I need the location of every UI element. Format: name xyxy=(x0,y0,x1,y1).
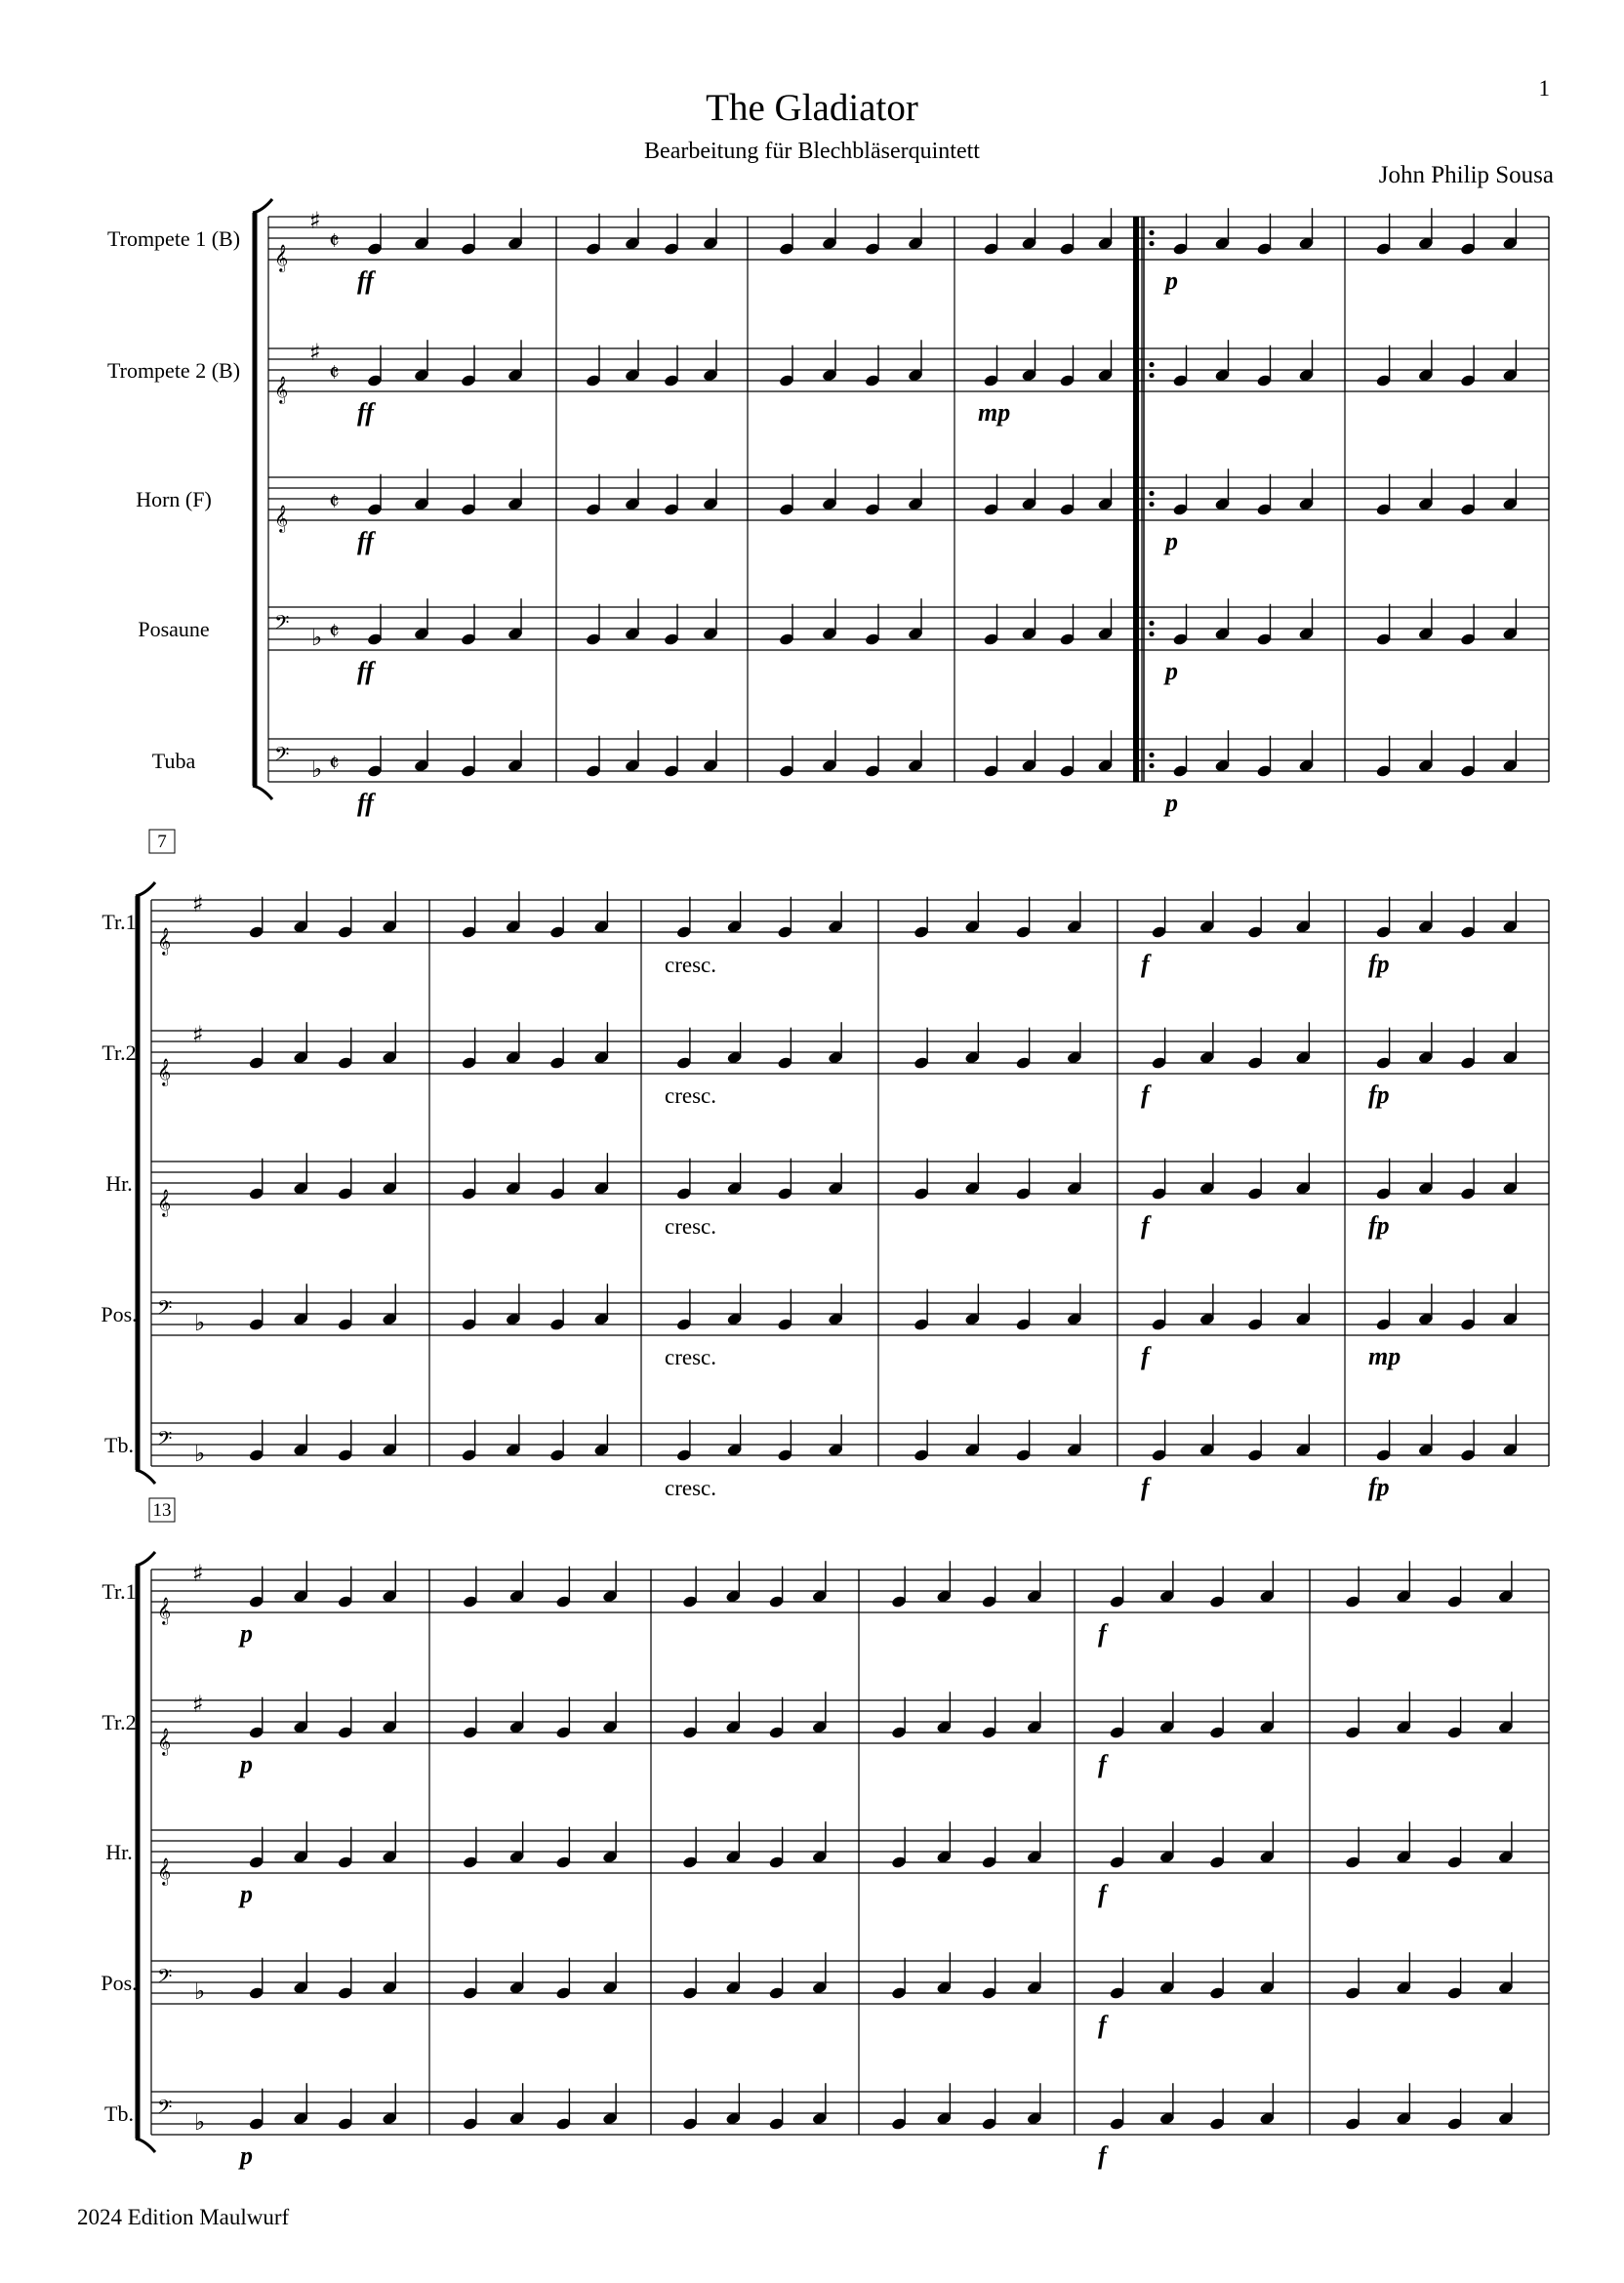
instrument-name: Trompete 1 (B) xyxy=(106,226,241,251)
dynamic-marking: ff xyxy=(357,789,374,817)
treble-clef-icon: 𝄞 xyxy=(157,1597,172,1624)
treble-clef-icon: 𝄞 xyxy=(157,1728,172,1755)
dynamic-marking: p xyxy=(1165,657,1178,685)
dynamic-marking: f xyxy=(1141,950,1150,978)
dynamic-marking: f xyxy=(1098,1880,1107,1908)
sharp-key-signature-icon: ♯ xyxy=(309,207,321,234)
flat-key-signature-icon: ♭ xyxy=(194,1440,206,1467)
measure-number: 7 xyxy=(157,832,167,852)
repeat-dot xyxy=(1149,753,1154,757)
bass-clef-icon: 𝄢 xyxy=(157,1965,173,1992)
dynamic-marking: cresc. xyxy=(665,953,716,977)
sharp-key-signature-icon: ♯ xyxy=(192,890,204,917)
instrument-name: Tr.2 xyxy=(102,1710,137,1734)
dynamic-marking: ff xyxy=(357,657,374,685)
sharp-key-signature-icon: ♯ xyxy=(192,1021,204,1048)
treble-clef-icon: 𝄞 xyxy=(157,1857,172,1885)
instrument-name: Pos. xyxy=(101,1302,138,1326)
instrument-name: Tb. xyxy=(104,1433,134,1457)
repeat-dot xyxy=(1149,373,1154,378)
instrument-name: Hr. xyxy=(105,1840,133,1864)
dynamic-marking: f xyxy=(1141,1342,1150,1370)
cut-time-icon: 𝄵 xyxy=(329,750,340,777)
dynamic-marking: mp xyxy=(978,398,1011,427)
composer-name: John Philip Sousa xyxy=(1378,162,1554,188)
dynamic-marking: f xyxy=(1098,2011,1107,2039)
dynamic-marking: cresc. xyxy=(665,1476,716,1500)
score-subtitle: Bearbeitung für Blechbläserquintett xyxy=(644,139,980,164)
dynamic-marking: f xyxy=(1141,1080,1150,1109)
dynamic-marking: ff xyxy=(357,398,374,427)
repeat-dot xyxy=(1149,491,1154,496)
cut-time-icon: 𝄵 xyxy=(329,227,340,255)
repeat-dot xyxy=(1149,362,1154,367)
dynamic-marking: p xyxy=(240,1750,253,1778)
dynamic-marking: ff xyxy=(357,266,374,295)
treble-clef-icon: 𝄞 xyxy=(274,505,289,532)
treble-clef-icon: 𝄞 xyxy=(274,244,289,271)
edition-footer: 2024 Edition Maulwurf xyxy=(77,2205,290,2229)
repeat-dot xyxy=(1149,632,1154,636)
measure-number: 13 xyxy=(152,1500,172,1521)
treble-clef-icon: 𝄞 xyxy=(274,376,289,403)
instrument-name: Horn (F) xyxy=(136,487,212,511)
dynamic-marking: p xyxy=(1165,527,1178,555)
dynamic-marking: cresc. xyxy=(665,1083,716,1108)
instrument-name: Tr.1 xyxy=(102,1579,137,1604)
flat-key-signature-icon: ♭ xyxy=(311,755,323,783)
bass-clef-icon: 𝄢 xyxy=(157,1427,173,1454)
instrument-name: Posaune xyxy=(138,617,210,641)
cut-time-icon: 𝄵 xyxy=(329,618,340,645)
flat-key-signature-icon: ♭ xyxy=(194,1309,206,1336)
flat-key-signature-icon: ♭ xyxy=(311,624,323,651)
page-number: 1 xyxy=(1538,76,1550,101)
dynamic-marking: f xyxy=(1098,1619,1107,1648)
treble-clef-icon: 𝄞 xyxy=(157,927,172,955)
cut-time-icon: 𝄵 xyxy=(329,488,340,515)
dynamic-marking: mp xyxy=(1368,1342,1401,1370)
cut-time-icon: 𝄵 xyxy=(329,359,340,387)
bracket-hook xyxy=(136,882,155,896)
repeat-dot xyxy=(1149,763,1154,768)
instrument-name: Hr. xyxy=(105,1171,133,1196)
repeat-dot xyxy=(1149,502,1154,507)
dynamic-marking: cresc. xyxy=(665,1214,716,1239)
repeat-dot xyxy=(1149,230,1154,235)
instrument-name: Tr.1 xyxy=(102,910,137,934)
instrument-name: Pos. xyxy=(101,1971,138,1995)
dynamic-marking: fp xyxy=(1368,1473,1390,1501)
dynamic-marking: f xyxy=(1098,2141,1107,2170)
instrument-name: Tr.2 xyxy=(102,1040,137,1065)
treble-clef-icon: 𝄞 xyxy=(157,1058,172,1085)
repeat-dot xyxy=(1149,621,1154,626)
bass-clef-icon: 𝄢 xyxy=(274,611,290,638)
dynamic-marking: p xyxy=(240,2141,253,2170)
bracket-hook xyxy=(136,2139,155,2152)
dynamic-marking: p xyxy=(1165,266,1178,295)
sharp-key-signature-icon: ♯ xyxy=(192,1560,204,1587)
dynamic-marking: p xyxy=(240,1619,253,1648)
dynamic-marking: fp xyxy=(1368,1080,1390,1109)
bracket-hook xyxy=(253,199,272,213)
dynamic-marking: f xyxy=(1098,1750,1107,1778)
score-title: The Gladiator xyxy=(706,87,918,129)
repeat-dot xyxy=(1149,241,1154,246)
bracket-hook xyxy=(136,1470,155,1484)
instrument-name: Tb. xyxy=(104,2101,134,2126)
bass-clef-icon: 𝄢 xyxy=(157,1296,173,1324)
dynamic-marking: f xyxy=(1141,1211,1150,1240)
instrument-name: Trompete 2 (B) xyxy=(106,358,241,383)
dynamic-marking: fp xyxy=(1368,950,1390,978)
flat-key-signature-icon: ♭ xyxy=(194,1977,206,2005)
bass-clef-icon: 𝄢 xyxy=(274,743,290,770)
treble-clef-icon: 𝄞 xyxy=(157,1189,172,1216)
dynamic-marking: ff xyxy=(357,527,374,555)
dynamic-marking: fp xyxy=(1368,1211,1390,1240)
flat-key-signature-icon: ♭ xyxy=(194,2108,206,2136)
dynamic-marking: p xyxy=(1165,789,1178,817)
sharp-key-signature-icon: ♯ xyxy=(192,1691,204,1718)
dynamic-marking: p xyxy=(240,1880,253,1908)
sharp-key-signature-icon: ♯ xyxy=(309,339,321,366)
dynamic-marking: f xyxy=(1141,1473,1150,1501)
bracket-hook xyxy=(136,1552,155,1566)
bass-clef-icon: 𝄢 xyxy=(157,2096,173,2123)
instrument-name: Tuba xyxy=(151,749,196,773)
bracket-hook xyxy=(253,786,272,799)
dynamic-marking: cresc. xyxy=(665,1345,716,1369)
